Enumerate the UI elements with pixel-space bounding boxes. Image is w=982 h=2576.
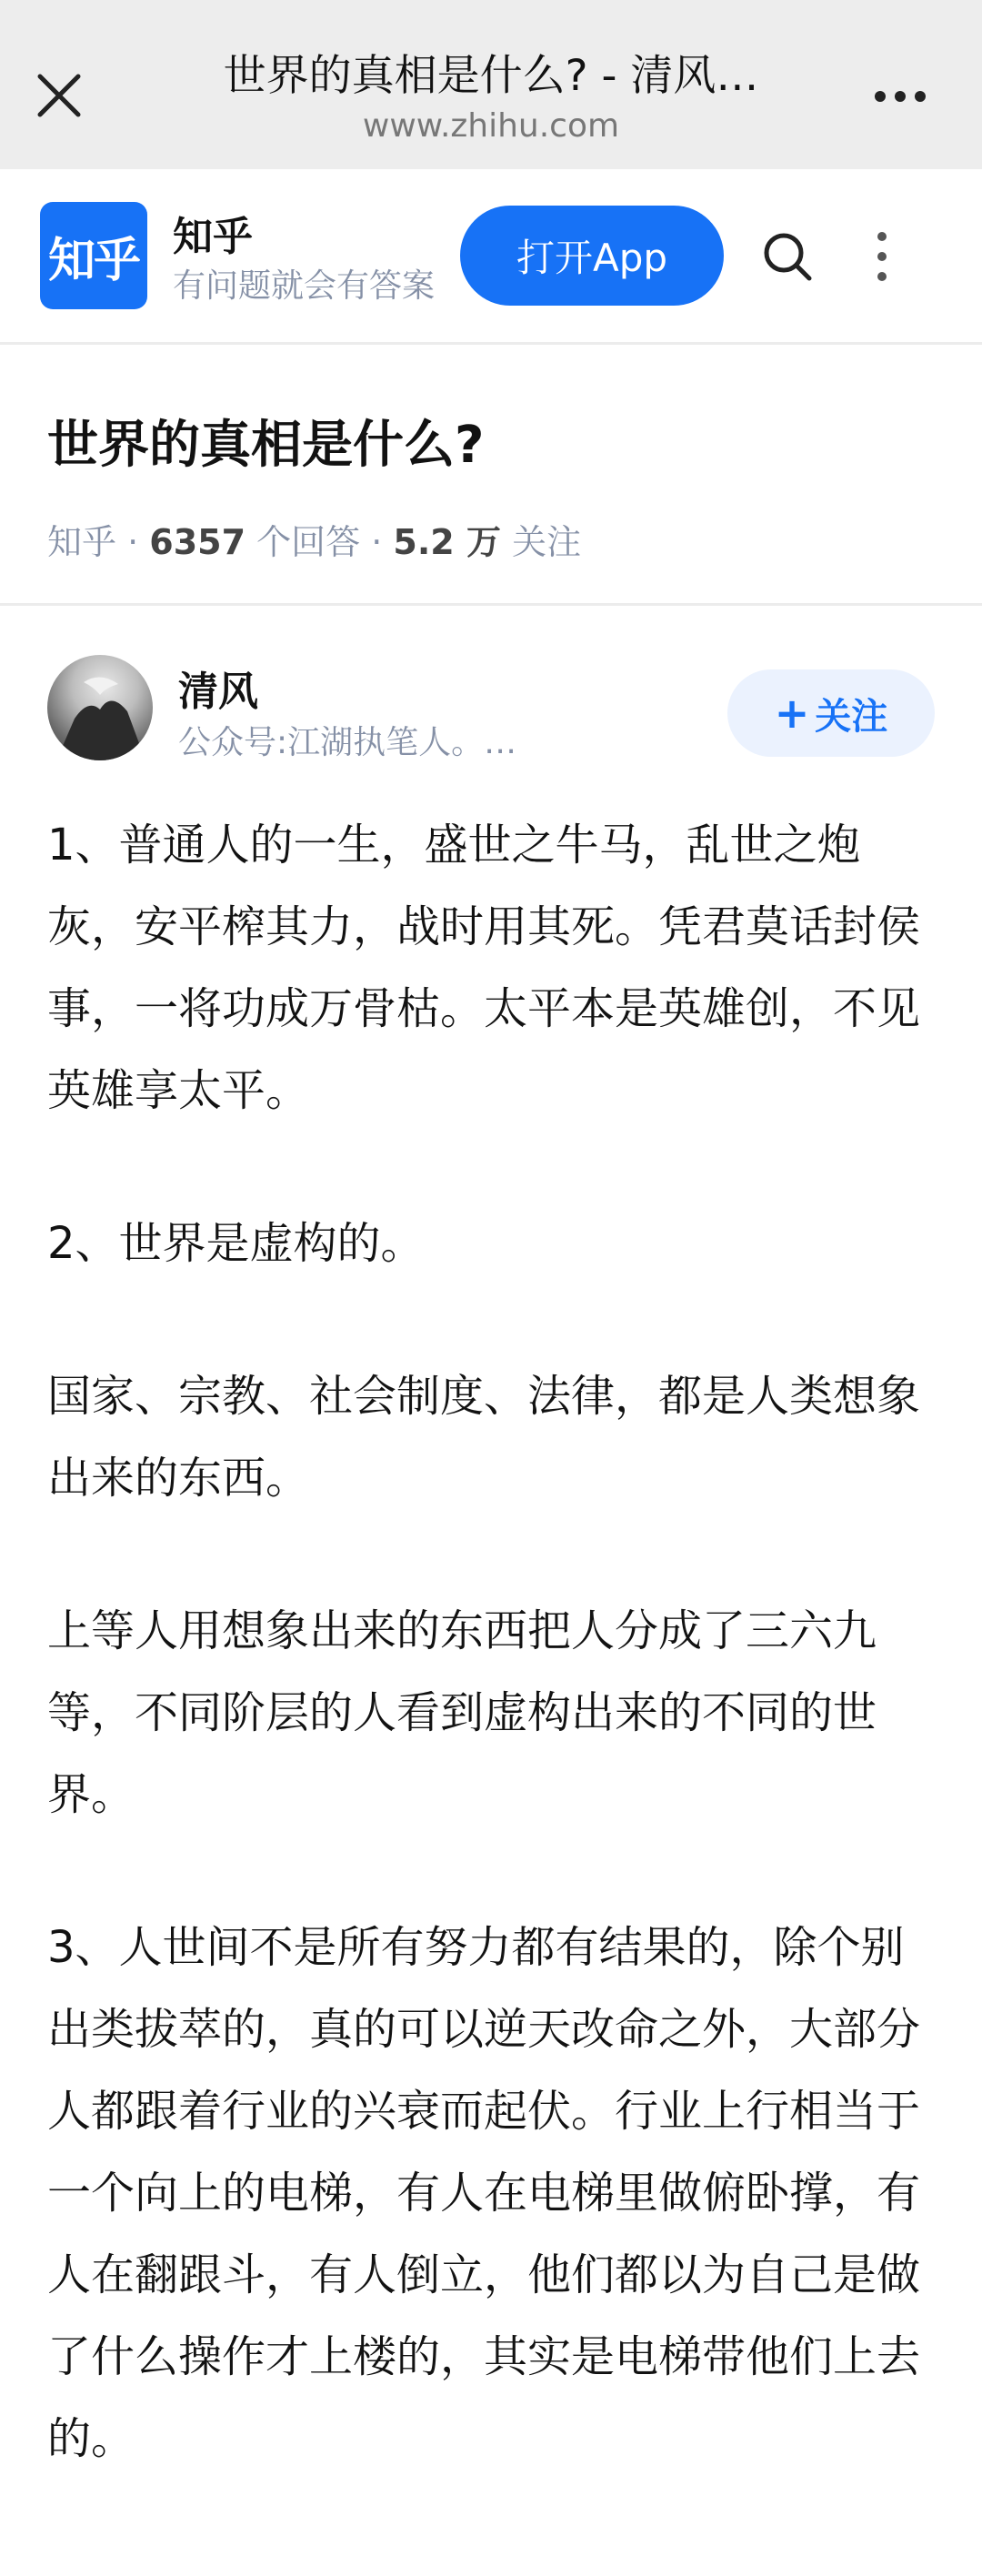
answer-paragraph: 2、世界是虚构的。: [47, 1218, 425, 1269]
meta-separator: ·: [371, 522, 394, 562]
question-title[interactable]: 世界的真相是什么?: [47, 416, 485, 475]
answer-content: [47, 804, 947, 2551]
author-name[interactable]: 清风: [178, 669, 258, 715]
avatar[interactable]: [47, 655, 153, 760]
follow-button-label: 关注: [815, 695, 888, 738]
question-card[interactable]: [0, 342, 982, 606]
question-meta: [47, 514, 581, 564]
close-icon[interactable]: [27, 64, 91, 127]
answer-paragraph: 国家、宗教、社会制度、法律，都是人类想象出来的东西。: [47, 1371, 921, 1504]
answer-paragraph: 3、人世间不是所有努力都有结果的，除个别出类拔萃的，真的可以逆天改命之外，大部分人都跟着行业的兴衰而起伏。行业上行相当于一个向上的电梯，有人在电梯里做俯卧撑，有人在翻跟斗，有人倒立，他们都以为自己是做了什么操作才上楼的，其实是电梯带他们上去的。: [47, 1922, 921, 2464]
browser-title: 世界的真相是什么? - 清风…: [223, 51, 759, 101]
more-vertical-icon[interactable]: [864, 227, 900, 286]
browser-url: www.zhihu.com: [362, 107, 620, 145]
author-bio: 公众号:江湖执笔人。…: [178, 724, 517, 761]
follower-count-label: 关注: [512, 522, 582, 562]
open-app-button[interactable]: 打开App: [460, 206, 724, 306]
answer-count-label: 个回答: [256, 522, 361, 562]
meta-separator: ·: [127, 522, 150, 562]
site-header: [0, 169, 982, 342]
answer-paragraph: 1、普通人的一生，盛世之牛马，乱世之炮灰，安平榨其力，战时用其死。凭君莫话封侯事，一将功成万骨枯。太平本是英雄创，不见英雄享太平。: [47, 820, 921, 1116]
more-horizontal-icon[interactable]: [864, 71, 937, 122]
site-slogan: 有问题就会有答案: [173, 267, 436, 305]
search-icon[interactable]: [760, 229, 815, 284]
follower-count: 5.2 万: [393, 522, 501, 562]
answer-paragraph: 上等人用想象出来的东西把人分成了三六九等，不同阶层的人看到虚构出来的不同的世界。: [47, 1605, 877, 1820]
site-name: 知乎: [173, 214, 253, 260]
answer-count: 6357: [149, 522, 246, 562]
follow-button[interactable]: [727, 669, 935, 757]
plus-icon: +: [774, 689, 810, 738]
browser-bar: [0, 0, 982, 169]
question-source: 知乎: [47, 522, 117, 562]
zhihu-logo[interactable]: 知乎: [40, 202, 147, 309]
answer-author-row: [0, 606, 982, 770]
